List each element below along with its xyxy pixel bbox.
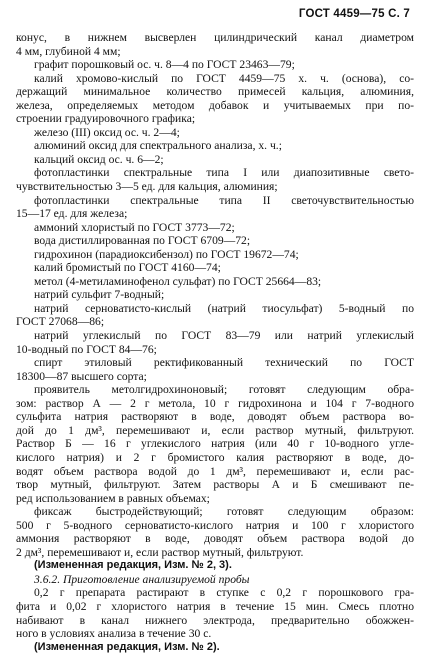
document-body: [16, 31, 414, 654]
text-line: ного в условиях анализа в течение 30 с.: [16, 627, 212, 641]
text-line: натрий серноватисто-кислый (натрий тиосульфат) 5-водный по: [34, 301, 414, 315]
text-line: проявитель метолгидрохиноновый; готовят следующим обра-: [34, 383, 414, 397]
text-line: 18300—87 высшего сорта;: [16, 369, 147, 383]
text-line: калий хромово-кислый по ГОСТ 4459—75 х. ч. (основа), со-: [34, 71, 414, 85]
text-line: 4 мм, глубиной 4 мм;: [16, 44, 121, 58]
text-line: сульфита натрия растворяют в воде, доводят объем раствора во-: [16, 410, 414, 424]
text-line: вода дистиллированная по ГОСТ 6709—72;: [34, 234, 251, 248]
text-line: фотопластинки спектральные типа II светочувствительностью: [34, 193, 414, 207]
text-line: строении градуировочного графика;: [16, 112, 196, 126]
text-line: аммония растворяют в воде, доводят объем раствора водой до: [16, 532, 414, 546]
text-line: железа, определяемых методом добавок и учитываемых при по-: [16, 98, 414, 112]
text-line: водят объем раствора водой до 1 дм³, перемешивают и, если рас-: [16, 464, 414, 478]
text-line: графит порошковый ос. ч. 8—4 по ГОСТ 23463—79;: [34, 58, 295, 72]
section-heading: 3.6.2. Приготовление анализируемой пробы: [34, 572, 250, 586]
text-line: чувствительностью 3—5 ед. для кальция, алюминия;: [16, 180, 278, 194]
text-line: кальций оксид ос. ч. 6—2;: [34, 152, 164, 166]
text-line: зом: раствор А — 2 г метола, 10 г гидрохинона и 104 г 7-водного: [16, 396, 414, 410]
text-line: ред использованием в равных объемах;: [16, 491, 210, 505]
text-line: твор мутный, фильтруют. Затем растворы А и Б смешивают пе-: [16, 478, 414, 492]
text-line: фита и 0,02 г хлористого натрия в течение 15 мин. Смесь плотно: [16, 599, 414, 613]
text-line: 0,2 г препарата растирают в ступке с 0,2 г порошкового гра-: [34, 586, 414, 600]
text-line: Раствор Б — 16 г углекислого натрия (или 40 г 10-водного угле-: [16, 437, 414, 451]
text-line: дой до 1 дм³, перемешивают и, если раствор мутный, фильтруют.: [16, 423, 414, 437]
text-line: метол (4-метиламинофенол сульфат) по ГОСТ 25664—83;: [34, 274, 322, 288]
text-line: набивают в канал нижнего электрода, предварительно обожжен-: [16, 613, 414, 627]
text-line: ГОСТ 27068—86;: [16, 315, 105, 329]
text-line: 500 г 5-водного серноватисто-кислого натрия и 100 г хлористого: [16, 518, 414, 532]
text-line: держащий минимальное количество примесей кальция, алюминия,: [16, 85, 414, 99]
text-line: фиксаж быстродействующий; готовят следующим образом:: [34, 505, 414, 519]
text-line: алюминий оксид для спектрального анализа, х. ч.;: [34, 139, 282, 153]
text-line: гидрохинон (парадиоксибензол) по ГОСТ 19672—74;: [34, 247, 299, 261]
text-line: спирт этиловый ректификованный технический по ГОСТ: [34, 356, 414, 370]
text-line: кислого натрия) и 2 г бромистого калия растворяют в воде, до-: [16, 450, 414, 464]
text-line: натрий сульфит 7-водный;: [34, 288, 165, 302]
text-line: 15—17 ед. для железа;: [16, 207, 128, 221]
text-line: 10-водный по ГОСТ 84—76;: [16, 342, 157, 356]
text-line: 2 дм³, перемешивают и, если раствор мутный, фильтруют.: [16, 545, 304, 559]
text-line: железо (III) оксид ос. ч. 2—4;: [34, 125, 180, 139]
text-line: конус, в нижнем высверлен цилиндрический канал диаметром: [16, 31, 414, 44]
revision-note: (Измененная редакция, Изм. № 2).: [34, 640, 220, 653]
revision-note: (Измененная редакция, Изм. № 2, 3).: [34, 559, 232, 572]
text-line: натрий углекислый по ГОСТ 83—79 или натрий углекислый: [34, 329, 414, 343]
text-line: калий бромистый по ГОСТ 4160—74;: [34, 261, 221, 275]
text-line: аммоний хлористый по ГОСТ 3773—72;: [34, 220, 235, 234]
text-line: фотопластинки спектральные типа I или диапозитивные свето-: [34, 166, 414, 180]
running-header: ГОСТ 4459—75 С. 7: [298, 8, 410, 20]
